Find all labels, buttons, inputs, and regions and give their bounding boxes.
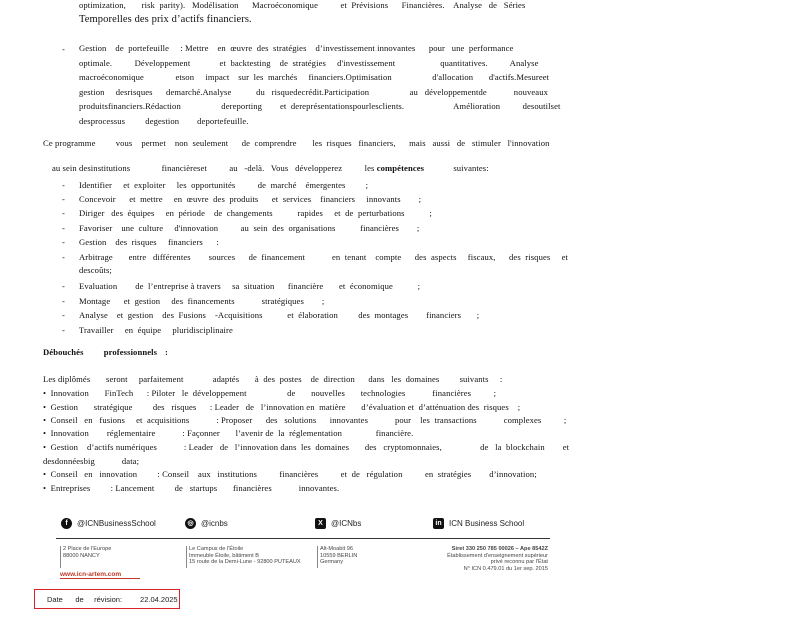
legal-line: Siret 330 250 785 00026 – Ape 8542Z xyxy=(451,546,548,552)
legal-line: privé reconnu par l'État xyxy=(490,559,548,566)
skill-item-continuation: descoûts; xyxy=(79,265,112,275)
paragraph-line: Les diplômés seront parfaitement adaptés à des postes de direction dans les domaines suivants : xyxy=(43,374,503,384)
footer-divider xyxy=(56,538,550,539)
revision-label: Date de révision: xyxy=(47,594,123,604)
paragraph-line: Gestion de portefeuille : Mettre en œuvre des stratégies d’investissement innovantes pour une performance xyxy=(79,43,514,53)
address-line: 15 route de la Demi-Lune - 92800 PUTEAUX xyxy=(189,559,301,566)
paragraph-line: optimale. Développement et backtesting de stratégies d'investissement quantitatives. Analyse xyxy=(79,58,539,68)
career-item: • Gestion stratégique des risques : Leader de l’innovation en matière d’évaluation et d’atténuation des risques ; xyxy=(43,402,521,412)
social-facebook[interactable] xyxy=(61,516,156,530)
address-line: 88000 NANCY xyxy=(63,552,100,559)
website-underline xyxy=(60,578,140,579)
debouches-heading: Débouchés professionnels xyxy=(43,347,158,357)
skill-item: Identifier et exploiter les opportunités de marché émergentes ; xyxy=(79,180,369,190)
address-line: Alt-Moabit 96 xyxy=(320,546,353,552)
career-item: • Innovation réglementaire : Façonner l’avenir de la réglementation financière. xyxy=(43,428,414,438)
x-icon: X xyxy=(315,518,326,529)
address-line: Le Campus de l'Étoile xyxy=(189,546,244,552)
debouches-colon: : xyxy=(165,347,168,357)
skill-item: Montage et gestion des financements stratégiques ; xyxy=(79,296,325,306)
bullet-dash: - xyxy=(62,180,65,190)
bullet-dash: - xyxy=(62,194,65,204)
address-separator xyxy=(317,546,318,568)
skill-item: Analyse et gestion des Fusions -Acquisitions et élaboration des montages financiers ; xyxy=(79,310,480,320)
bullet-dash: - xyxy=(62,44,65,54)
social-label: @icnbs xyxy=(201,518,228,528)
social-label: @ICNbs xyxy=(331,518,362,528)
instagram-icon: ◎ xyxy=(185,518,196,529)
paragraph-line: Temporelles des prix d’actifs financiers. xyxy=(79,14,252,25)
address-line: 10559 BERLIN xyxy=(320,552,358,559)
bullet-dash: - xyxy=(62,208,65,218)
skill-item: Travailler en équipe pluridisciplinaire xyxy=(79,325,233,335)
bullet-dash: - xyxy=(62,325,65,335)
skill-item: Diriger des équipes en période de changements rapides et de perturbations ; xyxy=(79,208,432,218)
bullet-dash: - xyxy=(62,252,65,262)
facebook-icon: f xyxy=(61,518,72,529)
paragraph-line: gestion desrisques demarché.Analyse du risquedecrédit.Participation au développementde nouveaux xyxy=(79,87,549,97)
competences-word: compétences xyxy=(376,163,425,173)
bullet-dash: - xyxy=(62,296,65,306)
paragraph-line: macroéconomique etson impact sur les marchés financiers.Optimisation d'allocation d'actifs.Mesureet xyxy=(79,72,550,82)
career-item: • Conseil en fusions et acquisitions : Proposer des solutions innovantes pour les transactions complexes ; xyxy=(43,415,567,425)
skill-item: Concevoir et mettre en œuvre des produits et services financiers innovants ; xyxy=(79,194,422,204)
skill-item: Favoriser une culture d'innovation au sein des organisations financières ; xyxy=(79,223,420,233)
address-nancy xyxy=(63,546,111,559)
address-line: Immeuble Étoile, bâtiment B xyxy=(189,552,259,559)
legal-line: N° ICN 0.479.01 du 1er sep. 2015 xyxy=(463,565,548,572)
paragraph-line: produitsfinanciers.Rédaction dereporting et dereprésentationspourlesclients. Amélioration desoutilset xyxy=(79,101,561,111)
legal-info xyxy=(420,546,548,572)
revision-date-box xyxy=(34,589,180,609)
career-item: • Conseil en innovation : Conseil aux institutions financières et de régulation en stratégies d’innovation; xyxy=(43,469,537,479)
paragraph-line: Ce programme vous permet non seulement de comprendre les risques financiers, mais aussi de stimuler l'innovation xyxy=(43,138,550,148)
legal-line: Établissement d'enseignement supérieur xyxy=(447,552,548,559)
address-line: Germany xyxy=(320,559,344,566)
social-x[interactable] xyxy=(315,516,361,530)
skill-item: Gestion des risques financiers : xyxy=(79,237,219,247)
social-instagram[interactable] xyxy=(185,516,228,530)
linkedin-icon: in xyxy=(433,518,444,529)
skill-item: Arbitrage entre différentes sources de financement en tenant compte des aspects fiscaux, des risques et xyxy=(79,252,568,262)
social-label: ICN Business School xyxy=(449,518,525,528)
career-item: • Entreprises : Lancement de startups financières innovantes. xyxy=(43,483,340,493)
career-item: • Innovation FinTech : Piloter le développement de nouvelles technologies financières ; xyxy=(43,388,497,398)
social-label: @ICNBusinessSchool xyxy=(77,518,156,528)
address-separator xyxy=(186,546,187,568)
address-paris xyxy=(189,546,301,566)
revision-date: 22.04.2025 xyxy=(140,594,178,604)
bullet-dash: - xyxy=(62,237,65,247)
skill-item: Evaluation de l’entreprise à travers sa situation financière et économique ; xyxy=(79,281,421,291)
intro-text-end: suivantes: xyxy=(424,163,489,173)
career-item-continuation: desdonnéesbig data; xyxy=(43,456,140,466)
paragraph-line: desprocessus degestion deportefeuille. xyxy=(79,116,249,126)
social-linkedin[interactable] xyxy=(433,516,524,530)
address-line: 2 Place de l'Europe xyxy=(63,546,112,552)
bullet-dash: - xyxy=(62,223,65,233)
address-separator xyxy=(60,546,61,568)
bullet-dash: - xyxy=(62,281,65,291)
address-berlin xyxy=(320,546,357,566)
career-item: • Gestion d’actifs numériques : Leader de l’innovation dans les domaines des cryptomonnaies, de la blockchain et xyxy=(43,442,570,452)
bullet-dash: - xyxy=(62,310,65,320)
paragraph-line: optimization, risk parity). Modélisation Macroéconomique et Prévisions Financières. Analyse de Séries xyxy=(79,0,526,10)
intro-text: au sein desinstitutions financièreset au -delà. Vous développerez les xyxy=(52,163,377,173)
website-link[interactable]: www.icn-artem.com xyxy=(60,571,122,578)
